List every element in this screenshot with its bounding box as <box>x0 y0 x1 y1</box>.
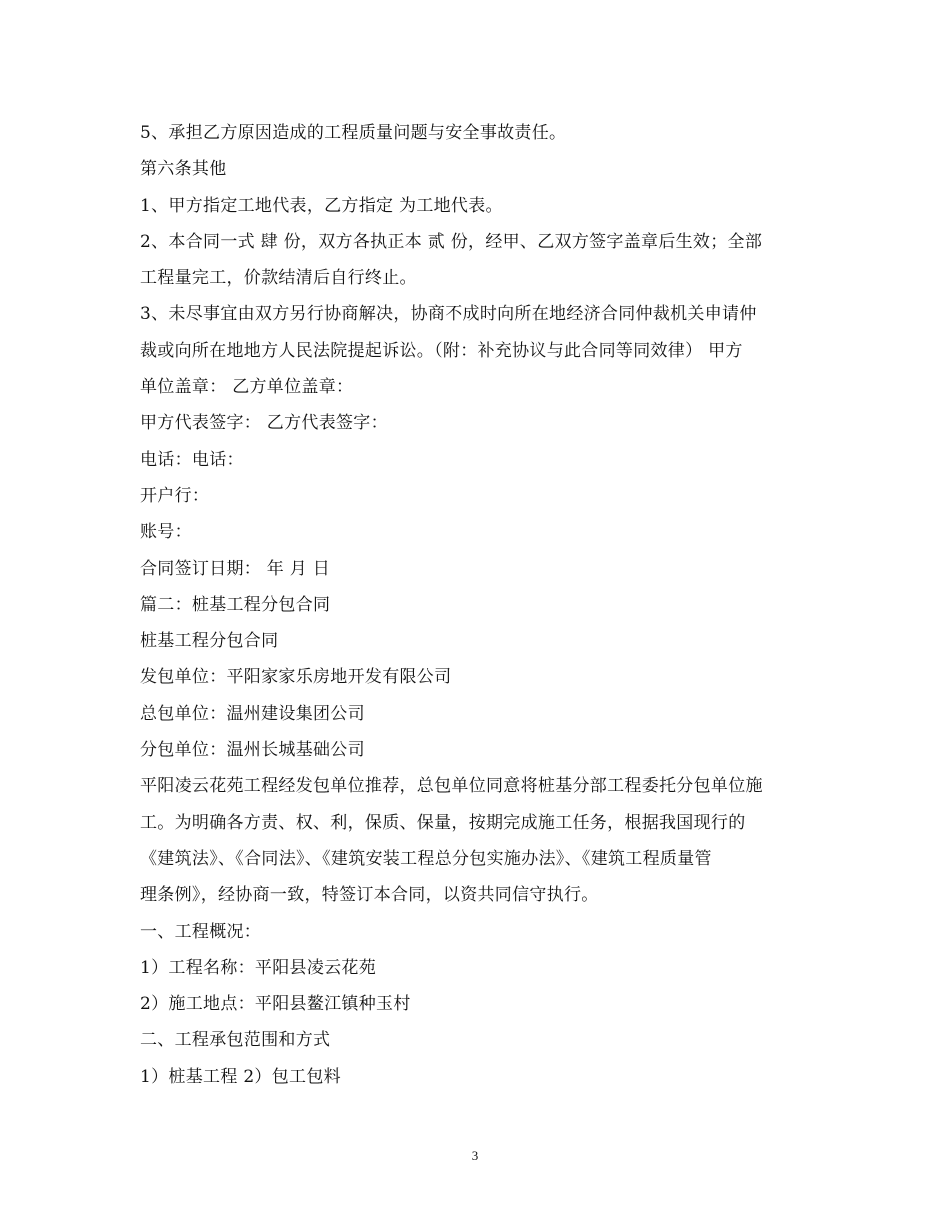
text-line: 工程量完工，价款结清后自行终止。 <box>140 268 417 289</box>
document-body <box>140 115 820 1095</box>
section-heading: 一、工程概况： <box>140 921 262 942</box>
date-line: 合同签订日期： 年 月 日 <box>140 558 331 579</box>
text-line: 《建筑法》、《合同法》、《建筑安装工程总分包实施办法》、《建筑工程质量管 <box>140 848 712 869</box>
account-line: 账号： <box>140 522 192 543</box>
text-line: 1、甲方指定工地代表，乙方指定 为工地代表。 <box>140 195 503 216</box>
party-line: 总包单位：温州建设集团公司 <box>140 703 365 724</box>
text-line: 1）工程名称：平阳县凌云花苑 <box>140 957 377 978</box>
text-line: 工。为明确各方责、权、利，保质、保量，按期完成施工任务，根据我国现行的 <box>140 812 746 833</box>
page-number: 3 <box>471 1148 479 1163</box>
text-line: 5、承担乙方原因造成的工程质量问题与安全事故责任。 <box>140 123 567 143</box>
signature-line: 甲方代表签字： 乙方代表签字： <box>140 413 388 434</box>
document-title: 桩基工程分包合同 <box>140 631 279 652</box>
section-heading: 二、工程承包范围和方式 <box>140 1030 331 1051</box>
section-heading: 篇二：桩基工程分包合同 <box>140 594 331 615</box>
section-heading: 第六条其他 <box>140 159 227 180</box>
party-line: 发包单位：平阳家家乐房地开发有限公司 <box>140 667 452 688</box>
text-line: 2）施工地点：平阳县鳌江镇种玉村 <box>140 994 411 1015</box>
text-line: 2、本合同一式 肆 份，双方各执正本 贰 份，经甲、乙双方签字盖章后生效；全部 <box>140 231 763 252</box>
text-line: 平阳凌云花苑工程经发包单位推荐，总包单位同意将桩基分部工程委托分包单位施 <box>140 776 763 797</box>
phone-line: 电话：电话： <box>140 449 244 470</box>
signature-line: 单位盖章： 乙方单位盖章： <box>140 377 354 398</box>
bank-line: 开户行： <box>140 485 210 506</box>
text-line: 理条例》，经协商一致，特签订本合同，以资共同信守执行。 <box>140 885 599 906</box>
text-line: 裁或向所在地地方人民法院提起诉讼。（附：补充协议与此合同等同效律） 甲方 <box>140 340 743 361</box>
text-line: 3、未尽事宜由双方另行协商解决，协商不成时向所在地经济合同仲裁机关申请仲 <box>140 304 757 325</box>
text-line: 1）桩基工程 2）包工包料 <box>140 1066 341 1087</box>
party-line: 分包单位：温州长城基础公司 <box>140 740 365 761</box>
